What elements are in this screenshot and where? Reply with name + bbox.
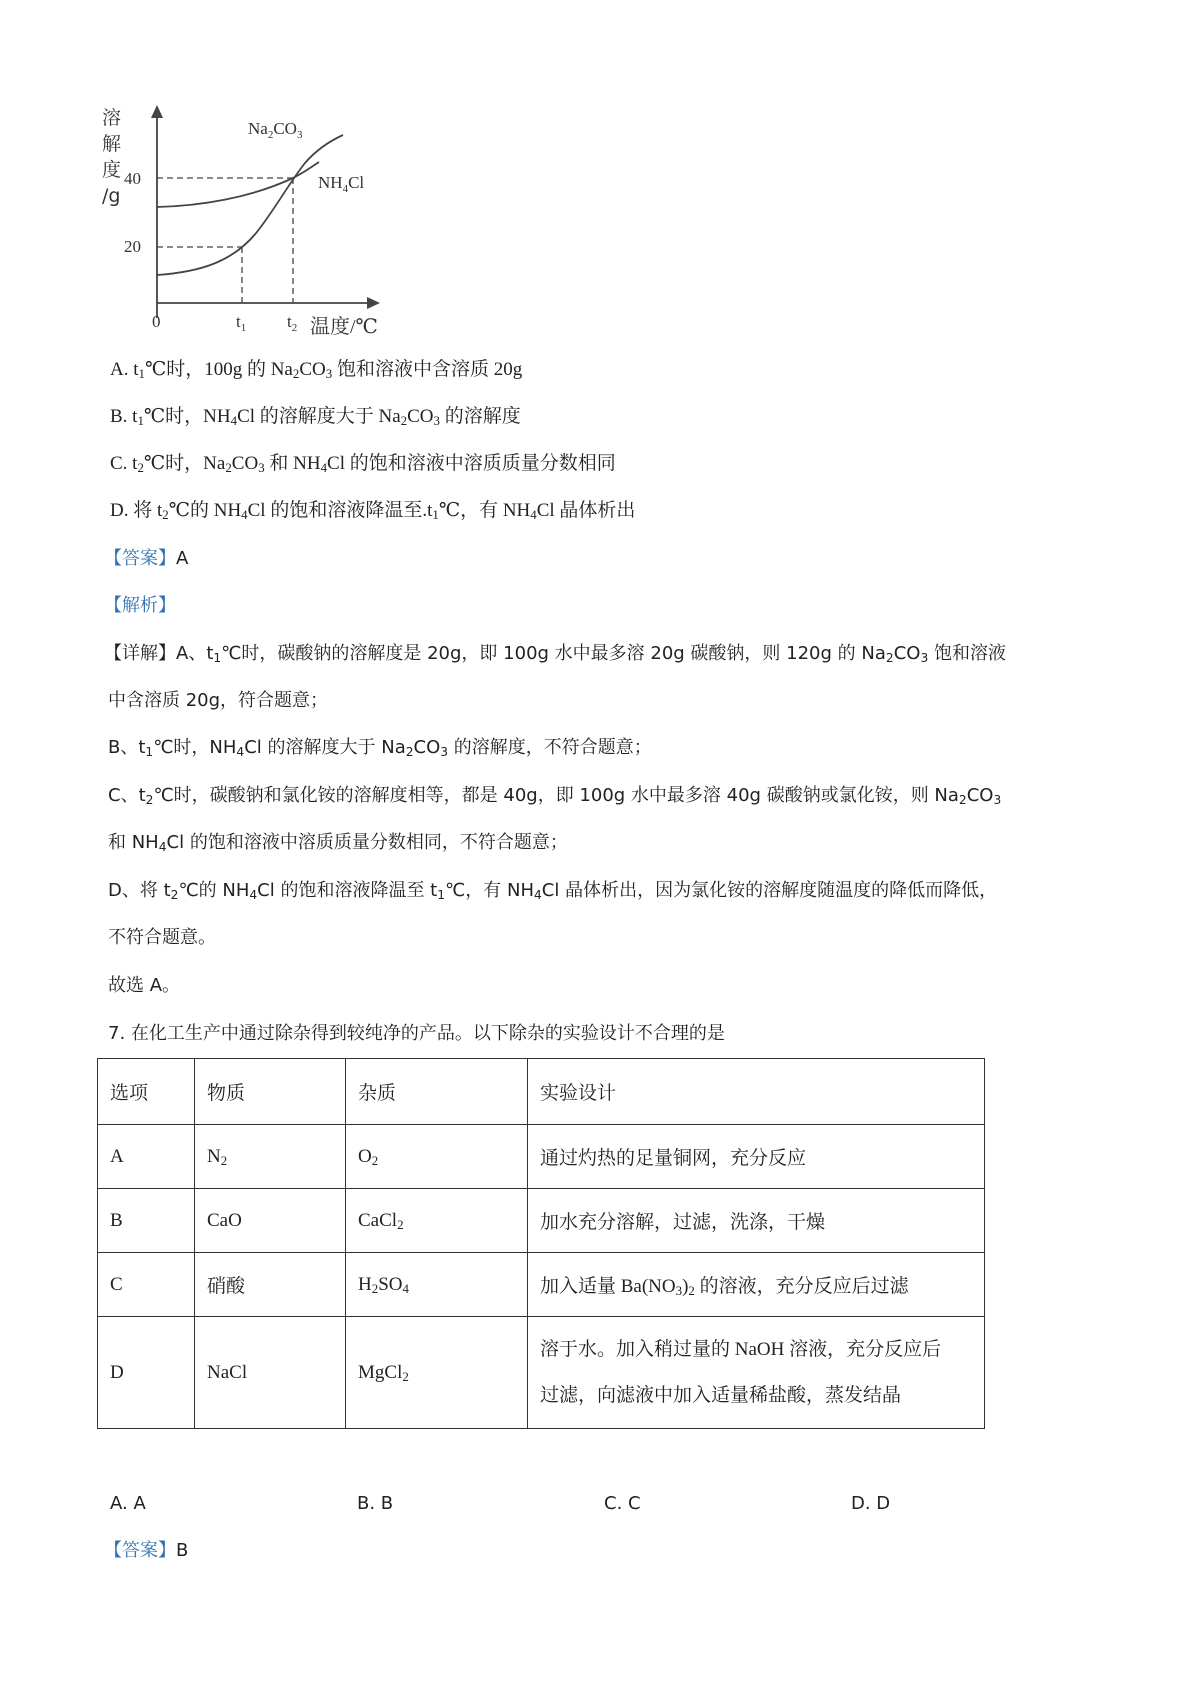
x-tick-t2: $t_2$ (287, 312, 298, 334)
cell-impurity: $O_2$ (346, 1125, 528, 1189)
option-b: B. $t_1℃$时，$NH_4Cl$ 的溶解度大于 $Na_2CO_3$ 的溶解度 (110, 406, 521, 429)
series-label-na2co3: $Na_2CO_3$ (248, 119, 303, 141)
y-axis-label-char: /g (102, 185, 121, 207)
x-axis-label: 温度/℃ (310, 316, 378, 338)
cell-impurity: MgCl$_2$ (346, 1317, 528, 1429)
table-row (98, 1189, 985, 1253)
cell-impurity: $H_2SO_4$ (346, 1253, 528, 1317)
cell-design: 通过灼热的足量铜网，充分反应 (528, 1125, 985, 1189)
detail-line-1: 【详解】A、$t_1℃$时，碳酸钠的溶解度是 20g，即 100g 水中最多溶 20g 碳酸钠，则 120g 的 $Na_2CO_3$ 饱和溶液 (104, 643, 1006, 666)
cell-substance: $N_2$ (195, 1125, 346, 1189)
cell-design (528, 1317, 985, 1429)
choice-c: C. C (604, 1493, 641, 1514)
header-design: 实验设计 (528, 1059, 985, 1125)
detail-line-5: 和 $NH_4Cl$ 的饱和溶液中溶质质量分数相同，不符合题意； (108, 832, 568, 855)
answer-q6 (104, 546, 188, 572)
table-row (98, 1253, 985, 1317)
y-tick-40: 40 (124, 169, 141, 188)
question-7-stem: 7. 在化工生产中通过除杂得到较纯净的产品。以下除杂的实验设计不合理的是 (108, 1023, 725, 1044)
table-row (98, 1125, 985, 1189)
cell-design: 加入适量 $Ba(NO_3)_2$ 的溶液，充分反应后过滤 (528, 1253, 985, 1317)
cell-design: 加水充分溶解，过滤，洗涤，干燥 (528, 1189, 985, 1253)
y-axis-label-char: 解 (102, 133, 122, 155)
answer-label: 【答案】 (104, 548, 176, 569)
choice-d: D. D (851, 1493, 891, 1514)
x-tick-0: 0 (152, 312, 161, 331)
cell-substance: CaO (195, 1189, 346, 1253)
header-option: 选项 (98, 1059, 195, 1125)
choice-a: A. A (110, 1493, 146, 1514)
analysis-label: 【解析】 (104, 595, 176, 616)
y-axis-label (102, 107, 121, 207)
design-line-2: 过滤，向滤液中加入适量稀盐酸，蒸发结晶 (540, 1384, 902, 1406)
option-d: D. 将 $t_2℃$的 $NH_4Cl$ 的饱和溶液降温至$.t_1℃$，有 $NH_4Cl$ 晶体析出 (110, 500, 636, 523)
cell-option: B (98, 1189, 195, 1253)
table-header-row (98, 1059, 985, 1125)
x-axis-arrow (367, 297, 380, 309)
detail-line-7: 不符合题意。 (108, 927, 216, 948)
answer-value: A (176, 548, 189, 569)
answer-label: 【答案】 (104, 1540, 176, 1561)
detail-line-3: B、$t_1℃$时，$NH_4Cl$ 的溶解度大于 $Na_2CO_3$ 的溶解度，不符合题意； (108, 737, 652, 760)
cell-option: A (98, 1125, 195, 1189)
nh4cl-curve (157, 162, 319, 207)
detail-line-2: 中含溶质 20g，符合题意； (108, 690, 329, 711)
header-impurity: 杂质 (346, 1059, 528, 1125)
y-axis-label-char: 度 (102, 159, 122, 181)
choice-b: B. B (357, 1493, 394, 1514)
design-line-1: 溶于水。加入稍过量的 NaOH 溶液，充分反应后 (540, 1338, 942, 1360)
option-a: A. $t_1℃$时，100g 的 $Na_2CO_3$ 饱和溶液中含溶质 20g (110, 359, 523, 382)
table-row (98, 1317, 985, 1429)
cell-substance: 硝酸 (195, 1253, 346, 1317)
series-label-nh4cl: $NH_4Cl$ (318, 173, 365, 195)
detail-line-4: C、$t_2℃$时，碳酸钠和氯化铵的溶解度相等，都是 40g，即 100g 水中最多溶 40g 碳酸钠或氯化铵，则 $Na_2CO_3$ (108, 785, 1002, 808)
impurity-table (97, 1058, 985, 1429)
option-c: C. $t_2℃$时，$Na_2CO_3$ 和 $NH_4Cl$ 的饱和溶液中溶质质量分数相同 (110, 453, 616, 476)
y-tick-20: 20 (124, 237, 141, 256)
y-axis-arrow (151, 105, 163, 118)
detail-line-6: D、将 $t_2℃$的 $NH_4Cl$ 的饱和溶液降温至 $t_1℃$，有 $NH_4Cl$ 晶体析出，因为氯化铵的溶解度随温度的降低而降低， (108, 880, 998, 903)
cell-option: C (98, 1253, 195, 1317)
solubility-chart (100, 100, 430, 345)
detail-line-8: 故选 A。 (108, 975, 181, 996)
header-substance: 物质 (195, 1059, 346, 1125)
answer-q7 (104, 1538, 188, 1564)
answer-value: B (176, 1540, 189, 1561)
cell-substance: NaCl (195, 1317, 346, 1429)
x-tick-t1: $t_1$ (236, 312, 247, 334)
cell-impurity: CaCl$_2$ (346, 1189, 528, 1253)
y-axis-label-char: 溶 (102, 107, 122, 129)
cell-option: D (98, 1317, 195, 1429)
